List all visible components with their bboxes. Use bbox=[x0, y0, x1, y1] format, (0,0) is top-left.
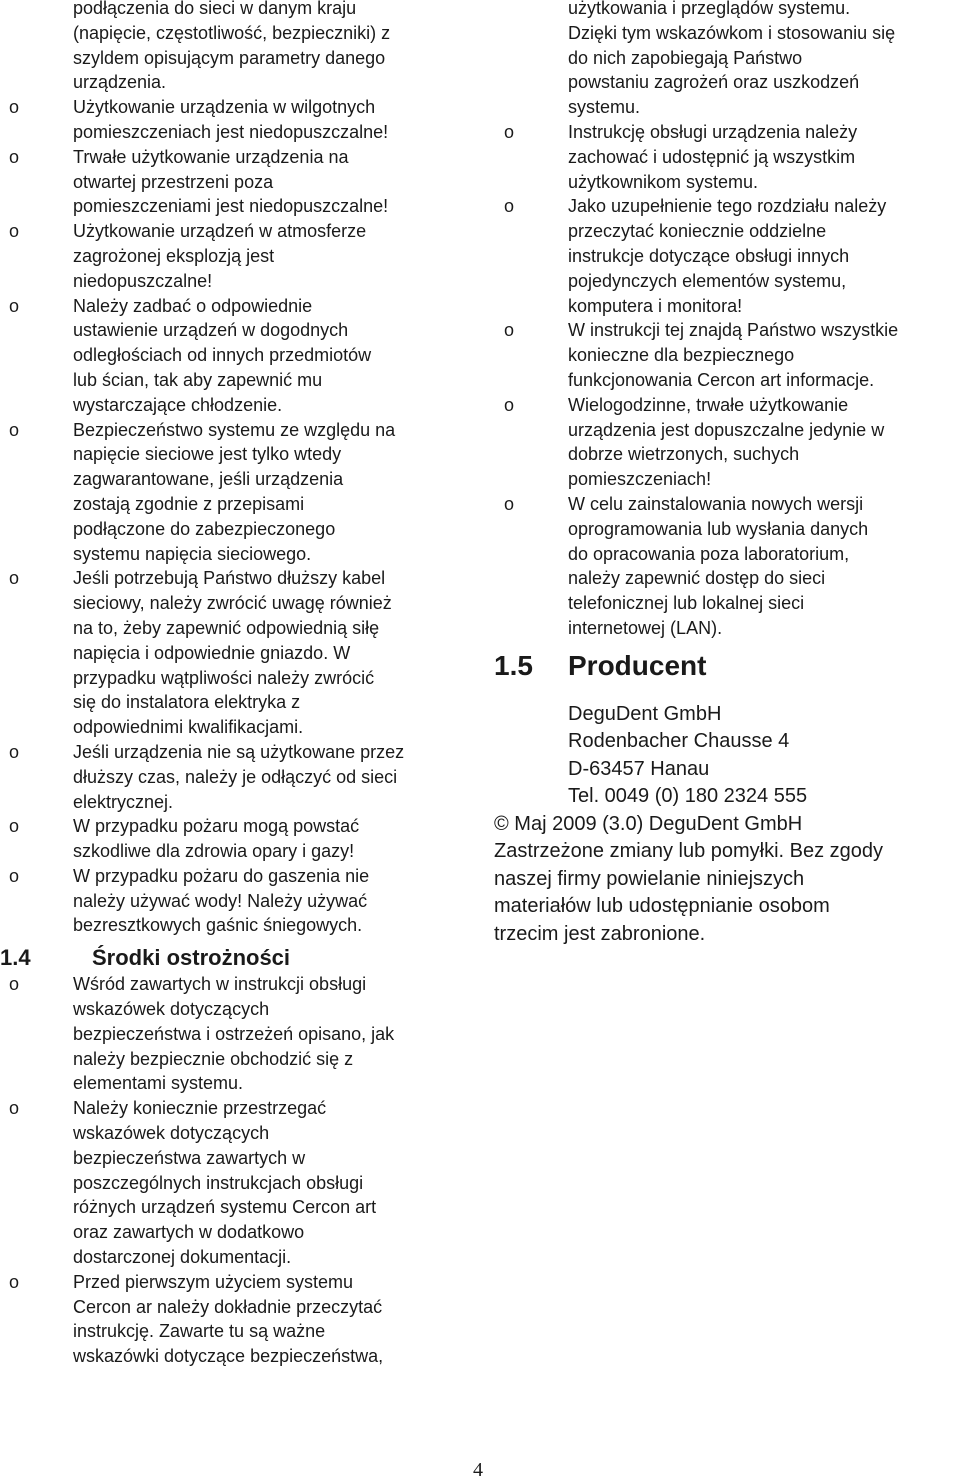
text-line: instrukcje dotyczące obsługi innych bbox=[568, 245, 850, 266]
text-line: Jeśli urządzenia nie są użytkowane przez bbox=[73, 741, 405, 762]
text-line: internetowej (LAN). bbox=[568, 617, 723, 638]
disclaimer-line: trzecim jest zabronione. bbox=[494, 922, 706, 945]
text-line: otwartej przestrzeni poza bbox=[73, 171, 274, 192]
text-line: bezresztkowych gaśnic śniegowych. bbox=[73, 915, 363, 936]
text-line: Jeśli potrzebują Państwo dłuższy kabel bbox=[73, 568, 386, 589]
text-line: urządzenia. bbox=[73, 72, 167, 93]
list-item bbox=[494, 318, 960, 392]
text-line: zagrożonej eksplozją jest bbox=[73, 245, 275, 266]
producer-address bbox=[494, 701, 960, 811]
section-number: 1.4 bbox=[0, 945, 31, 971]
text-line: przypadku wątpliwości należy zwrócić bbox=[73, 667, 375, 688]
text-line: użytkowania i przeglądów systemu. bbox=[568, 0, 851, 18]
company-name: DeguDent GmbH bbox=[568, 702, 722, 725]
text-line: użytkownikom systemu. bbox=[568, 171, 759, 192]
list-item bbox=[494, 492, 960, 641]
text-line: Użytkowanie urządzenia w wilgotnych bbox=[73, 97, 376, 118]
bullet-marker: o bbox=[504, 320, 515, 341]
street-address: Rodenbacher Chausse 4 bbox=[568, 730, 790, 753]
text-line: bezpieczeństwa i ostrzeżeń opisano, jak bbox=[73, 1023, 395, 1044]
list-item bbox=[0, 566, 478, 740]
text-line: wskazówki dotyczące bezpieczeństwa, bbox=[73, 1346, 384, 1367]
text-line: konieczne dla bezpiecznego bbox=[568, 345, 795, 366]
text-line: Wielogodzinne, trwałe użytkowanie bbox=[568, 394, 849, 415]
bullet-marker: o bbox=[9, 741, 20, 762]
bullet-marker: o bbox=[504, 121, 515, 142]
disclaimer-line: naszej firmy powielanie niniejszych bbox=[494, 867, 805, 890]
bullet-marker: o bbox=[9, 1098, 20, 1119]
precautions-list bbox=[0, 972, 478, 1369]
text-line: systemu. bbox=[568, 97, 641, 118]
text-line: należy bezpiecznie obchodzić się z bbox=[73, 1048, 354, 1069]
text-line: przeczytać koniecznie oddzielne bbox=[568, 221, 827, 242]
text-line: pomieszczeniami jest niedopuszczalne! bbox=[73, 196, 389, 217]
bullet-marker: o bbox=[9, 221, 20, 242]
text-line: funkcjonowania Cercon art informacje. bbox=[568, 369, 875, 390]
text-line: niedopuszczalne! bbox=[73, 270, 213, 291]
bullet-marker: o bbox=[9, 816, 20, 837]
text-line: wskazówek dotyczących bbox=[73, 999, 270, 1020]
section-heading-1-5 bbox=[494, 649, 960, 683]
text-line: Należy zadbać o odpowiednie bbox=[73, 295, 313, 316]
copyright-notice bbox=[494, 811, 960, 949]
list-item bbox=[0, 219, 478, 293]
section-heading-1-4 bbox=[0, 944, 478, 972]
bullet-marker: o bbox=[9, 146, 20, 167]
list-item bbox=[494, 194, 960, 318]
right-bullet-list bbox=[494, 120, 960, 641]
text-line: Instrukcję obsługi urządzenia należy bbox=[568, 121, 858, 142]
text-line: szkodliwe dla zdrowia opary i gazy! bbox=[73, 841, 355, 862]
bullet-marker: o bbox=[9, 974, 20, 995]
section-number: 1.5 bbox=[494, 649, 533, 681]
text-line: wskazówek dotyczących bbox=[73, 1123, 270, 1144]
list-item bbox=[0, 1270, 478, 1369]
text-line: odległościach od innych przedmiotów bbox=[73, 345, 372, 366]
text-line: pojedynczych elementów systemu, bbox=[568, 270, 847, 291]
bullet-marker: o bbox=[9, 865, 20, 886]
list-item bbox=[0, 1096, 478, 1270]
text-line: Użytkowanie urządzeń w atmosferze bbox=[73, 221, 367, 242]
text-line: Należy koniecznie przestrzegać bbox=[73, 1098, 327, 1119]
text-line: sieciowy, należy zwrócić uwagę również bbox=[73, 593, 392, 614]
disclaimer-line: materiałów lub udostępnianie osobom bbox=[494, 895, 830, 918]
text-line: się do instalatora elektryka z bbox=[73, 692, 301, 713]
section-title: Środki ostrożności bbox=[92, 945, 291, 971]
list-item bbox=[0, 814, 478, 864]
list-item bbox=[0, 864, 478, 938]
bullet-marker: o bbox=[9, 1271, 20, 1292]
list-item bbox=[0, 95, 478, 145]
text-line: Bezpieczeństwo systemu ze względu na bbox=[73, 419, 396, 440]
text-line: instrukcję. Zawarte tu są ważne bbox=[73, 1321, 326, 1342]
text-line: elementami systemu. bbox=[73, 1073, 244, 1094]
bullet-marker: o bbox=[9, 97, 20, 118]
text-line: do opracowania poza laboratorium, bbox=[568, 543, 850, 564]
list-item bbox=[0, 418, 478, 567]
bullet-marker: o bbox=[504, 394, 515, 415]
list-item bbox=[0, 145, 478, 219]
text-line: Wśród zawartych w instrukcji obsługi bbox=[73, 974, 367, 995]
text-line: bezpieczeństwa zawartych w bbox=[73, 1147, 306, 1168]
text-line: na to, żeby zapewnić odpowiednią siłę bbox=[73, 617, 380, 638]
list-item bbox=[0, 972, 478, 1096]
text-line: urządzenia jest dopuszczalne jedynie w bbox=[568, 419, 885, 440]
list-item bbox=[0, 740, 478, 814]
page-number: 4 bbox=[473, 1459, 483, 1481]
text-line: należy zapewnić dostęp do sieci bbox=[568, 568, 826, 589]
text-line: Przed pierwszym użyciem systemu bbox=[73, 1271, 354, 1292]
text-line: komputera i monitora! bbox=[568, 295, 743, 316]
bullet-marker: o bbox=[9, 419, 20, 440]
text-line: Cercon ar należy dokładnie przeczytać bbox=[73, 1296, 383, 1317]
text-line: lub ścian, tak aby zapewnić mu bbox=[73, 369, 323, 390]
text-line: dobrze wietrzonych, suchych bbox=[568, 444, 800, 465]
text-line: pomieszczeniach! bbox=[568, 469, 712, 490]
left-column bbox=[0, 0, 478, 1369]
text-line: różnych urządzeń systemu Cercon art bbox=[73, 1197, 377, 1218]
text-line: systemu napięcia sieciowego. bbox=[73, 543, 312, 564]
text-line: W instrukcji tej znajdą Państwo wszystkie bbox=[568, 320, 899, 341]
bullet-marker: o bbox=[504, 196, 515, 217]
text-line: zostają zgodnie z przepisami bbox=[73, 493, 305, 514]
bullet-marker: o bbox=[9, 568, 20, 589]
list-item bbox=[494, 393, 960, 492]
list-item bbox=[494, 120, 960, 194]
text-line: szyldem opisującym parametry danego bbox=[73, 47, 386, 68]
text-line: wystarczające chłodzenie. bbox=[73, 394, 283, 415]
text-line: dłuższy czas, należy je odłączyć od sieci bbox=[73, 766, 398, 787]
left-intro-continuation bbox=[0, 0, 478, 95]
text-line: napięcie sieciowe jest tylko wtedy bbox=[73, 444, 342, 465]
text-line: podłączone do zabezpieczonego bbox=[73, 518, 336, 539]
text-line: W przypadku pożaru do gaszenia nie bbox=[73, 865, 370, 886]
phone-number: Tel. 0049 (0) 180 2324 555 bbox=[568, 785, 808, 808]
left-bullet-list bbox=[0, 95, 478, 938]
text-line: do nich zapobiegają Państwo bbox=[568, 47, 803, 68]
text-line: Dzięki tym wskazówkom i stosowaniu się bbox=[568, 22, 896, 43]
bullet-marker: o bbox=[504, 493, 515, 514]
section-title: Producent bbox=[568, 649, 707, 681]
text-line: oprogramowania lub wysłania danych bbox=[568, 518, 869, 539]
text-line: Trwałe użytkowanie urządzenia na bbox=[73, 146, 349, 167]
text-line: poszczególnych instrukcjach obsługi bbox=[73, 1172, 364, 1193]
text-line: dostarczonej dokumentacji. bbox=[73, 1247, 292, 1268]
text-line: zachować i udostępnić ją wszystkim bbox=[568, 146, 856, 167]
right-intro-continuation bbox=[494, 0, 960, 120]
text-line: telefonicznej lub lokalnej sieci bbox=[568, 593, 805, 614]
text-line: należy używać wody! Należy używać bbox=[73, 890, 368, 911]
text-line: ustawienie urządzeń w dogodnych bbox=[73, 320, 349, 341]
text-line: W celu zainstalowania nowych wersji bbox=[568, 493, 864, 514]
text-line: W przypadku pożaru mogą powstać bbox=[73, 816, 360, 837]
list-item bbox=[0, 294, 478, 418]
text-line: powstaniu zagrożeń oraz uszkodzeń bbox=[568, 72, 860, 93]
text-line: elektrycznej. bbox=[73, 791, 174, 812]
bullet-marker: o bbox=[9, 295, 20, 316]
copyright-line: © Maj 2009 (3.0) DeguDent GmbH bbox=[494, 812, 803, 835]
text-line: (napięcie, częstotliwość, bezpieczniki) z bbox=[73, 22, 391, 43]
text-line: podłączenia do sieci w danym kraju bbox=[73, 0, 357, 18]
text-line: oraz zawartych w dodatkowo bbox=[73, 1222, 305, 1243]
text-line: Jako uzupełnienie tego rozdziału należy bbox=[568, 196, 887, 217]
text-line: zagwarantowane, jeśli urządzenia bbox=[73, 469, 344, 490]
right-column bbox=[494, 0, 960, 948]
postal-city: D-63457 Hanau bbox=[568, 757, 710, 780]
text-line: pomieszczeniach jest niedopuszczalne! bbox=[73, 121, 389, 142]
text-line: napięcia i odpowiednie gniazdo. W bbox=[73, 642, 351, 663]
text-line: odpowiednimi kwalifikacjami. bbox=[73, 717, 304, 738]
disclaimer-line: Zastrzeżone zmiany lub pomyłki. Bez zgody bbox=[494, 840, 884, 863]
